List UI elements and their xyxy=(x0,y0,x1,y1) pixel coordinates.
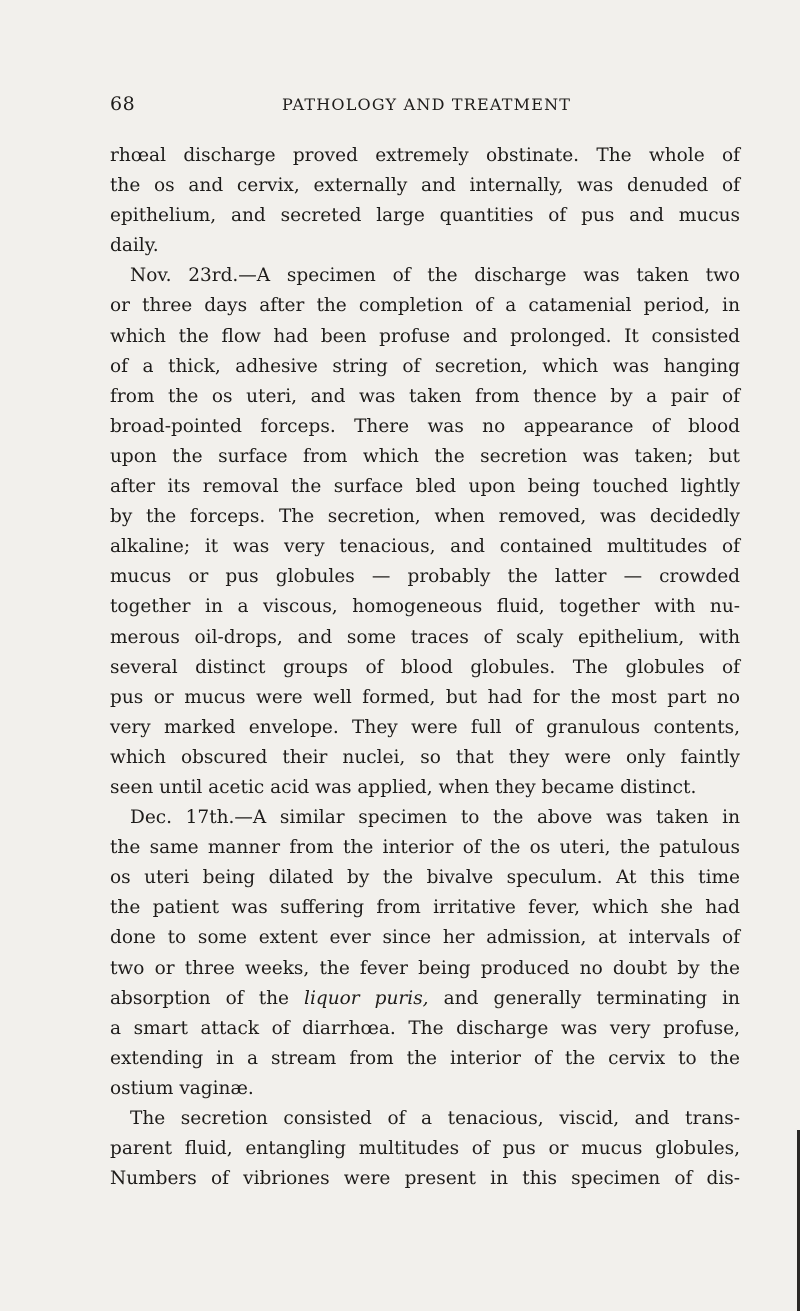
text-line xyxy=(110,653,740,683)
text-line xyxy=(110,352,740,382)
text-segment: Dec. 17th.—A similar specimen to the above was taken in xyxy=(130,807,740,829)
text-line xyxy=(110,923,740,953)
text-segment: of a thick, adhesive string of secretion, which was hanging xyxy=(110,355,740,377)
text-segment: merous oil-drops, and some traces of scaly epithelium, with xyxy=(110,626,740,648)
text-segment: which obscured their nuclei, so that they were only faintly xyxy=(110,746,740,768)
text-line xyxy=(110,231,740,261)
text-segment: seen until acetic acid was applied, when they became distinct. xyxy=(110,776,697,798)
text-line xyxy=(110,322,740,352)
text-line xyxy=(110,743,740,773)
text-segment: upon the surface from which the secretion was taken; but xyxy=(110,445,740,467)
text-segment: Numbers of vibriones were present in this specimen of dis- xyxy=(110,1168,740,1190)
text-segment: broad-pointed forceps. There was no appearance of blood xyxy=(110,415,740,437)
text-segment: done to some extent ever since her admission, at intervals of xyxy=(110,927,740,949)
text-line xyxy=(110,201,740,231)
text-line xyxy=(110,773,740,803)
text-line xyxy=(110,833,740,863)
text-segment: parent fluid, entangling multitudes of pus or mucus globules, xyxy=(110,1138,740,1160)
text-segment: The secretion consisted of a tenacious, viscid, and trans- xyxy=(130,1108,740,1129)
running-title: PATHOLOGY AND TREATMENT xyxy=(282,95,572,114)
text-line xyxy=(110,261,740,291)
text-segment: epithelium, and secreted large quantities of pus and mucus xyxy=(110,205,740,227)
text-line xyxy=(110,1164,740,1194)
text-line xyxy=(110,683,740,713)
text-segment: by the forceps. The secretion, when removed, was decidedly xyxy=(110,506,740,528)
text-segment: pus or mucus were well formed, but had for the most part no xyxy=(110,686,740,708)
text-segment: together in a viscous, homogeneous fluid, together with nu- xyxy=(110,596,740,618)
text-line xyxy=(110,532,740,562)
text-segment: extending in a stream from the interior of the cervix to the xyxy=(110,1047,740,1069)
text-line xyxy=(110,1134,740,1164)
running-head xyxy=(110,93,730,119)
text-line xyxy=(110,442,740,472)
text-segment: or three days after the completion of a catamenial period, in xyxy=(110,295,740,317)
text-line xyxy=(110,141,740,171)
text-segment: very marked envelope. They were full of granulous contents, xyxy=(110,716,740,738)
text-segment: rhœal discharge proved extremely obstinate. The whole of xyxy=(110,145,740,166)
text-line xyxy=(110,171,740,201)
text-segment: two or three weeks, the fever being produced no doubt by the xyxy=(110,957,740,979)
text-line xyxy=(110,984,740,1014)
text-line xyxy=(110,1044,740,1074)
text-line xyxy=(110,412,740,442)
text-segment: several distinct groups of blood globules. The globules of xyxy=(110,656,740,678)
text-line xyxy=(110,1074,740,1104)
text-segment: daily. xyxy=(110,235,159,257)
text-segment: and generally terminating in xyxy=(428,987,740,1009)
text-segment: ostium vaginæ. xyxy=(110,1077,254,1099)
page-number: 68 xyxy=(110,93,136,115)
text-segment: alkaline; it was very tenacious, and contained multitudes of xyxy=(110,536,740,558)
text-segment: which the flow had been profuse and prolonged. It consisted xyxy=(110,325,740,347)
text-segment: os uteri being dilated by the bivalve speculum. At this time xyxy=(110,867,740,889)
text-segment: absorption of the xyxy=(110,987,305,1009)
text-line xyxy=(110,1014,740,1044)
text-line xyxy=(110,954,740,984)
text-line xyxy=(110,623,740,653)
text-line xyxy=(110,893,740,923)
text-segment: from the os uteri, and was taken from thence by a pair of xyxy=(110,385,740,407)
text-segment: after its removal the surface bled upon being touched lightly xyxy=(110,476,740,498)
text-line xyxy=(110,592,740,622)
text-segment: the same manner from the interior of the os uteri, the patulous xyxy=(110,837,740,859)
text-segment: the os and cervix, externally and internally, was denuded of xyxy=(110,175,740,197)
text-line xyxy=(110,562,740,592)
text-line xyxy=(110,472,740,502)
text-segment: a smart attack of diarrhœa. The discharge was very profuse, xyxy=(110,1017,740,1039)
text-line xyxy=(110,1104,740,1134)
text-segment: mucus or pus globules — probably the latter — crowded xyxy=(110,566,740,588)
text-line xyxy=(110,863,740,893)
text-segment: the patient was suffering from irritative fever, which she had xyxy=(110,897,740,919)
text-line xyxy=(110,291,740,321)
text-line xyxy=(110,803,740,833)
text-segment: Nov. 23rd.—A specimen of the discharge was taken two xyxy=(130,265,740,287)
body-text xyxy=(110,141,740,1194)
text-line xyxy=(110,502,740,532)
text-line xyxy=(110,382,740,412)
text-line xyxy=(110,713,740,743)
italic-phrase: liquor puris, xyxy=(304,987,429,1009)
